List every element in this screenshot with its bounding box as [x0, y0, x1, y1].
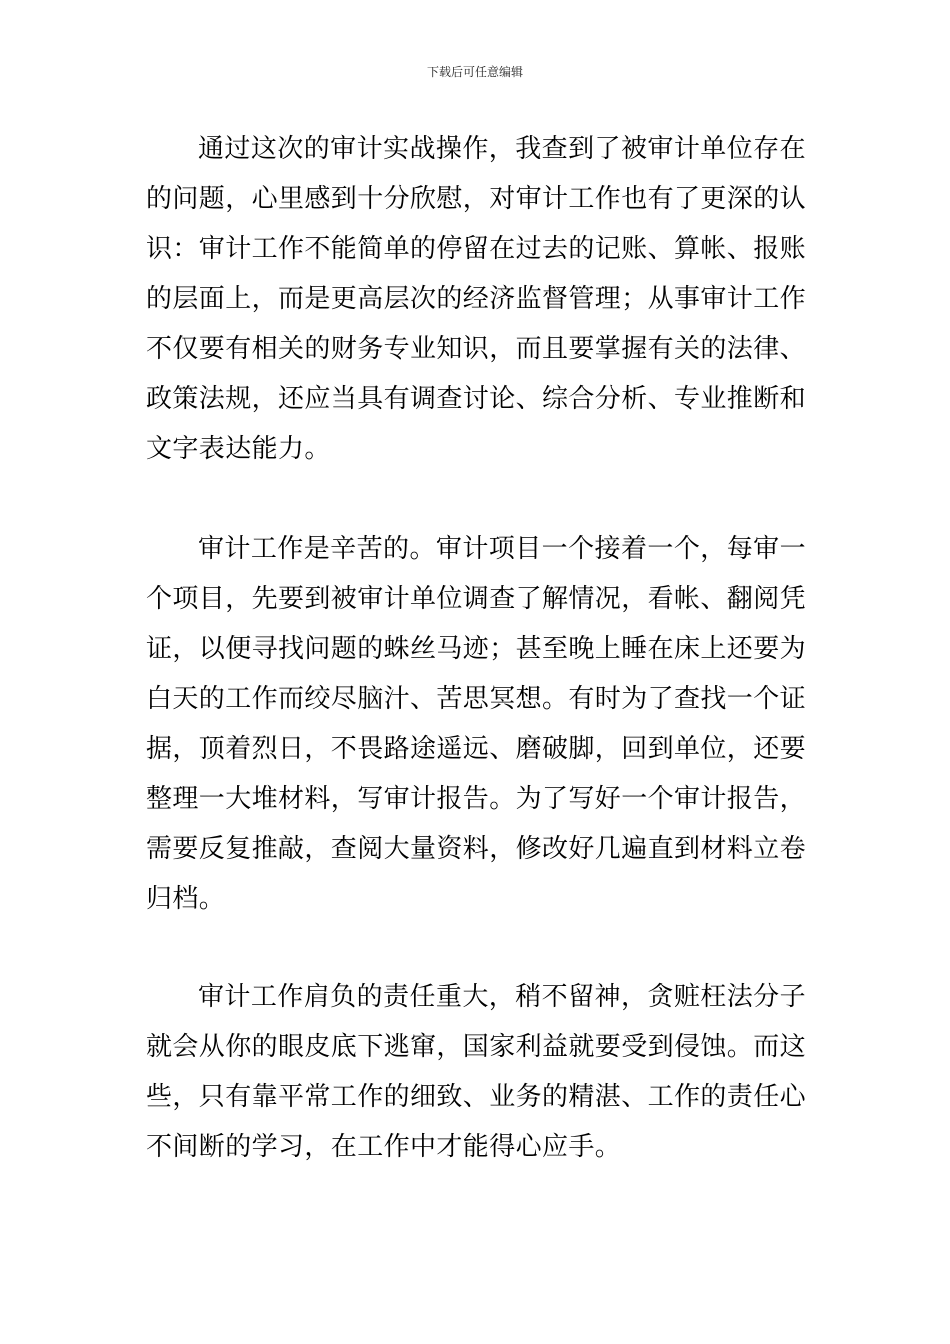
paragraph-1 [146, 124, 806, 474]
paragraph-2 [146, 524, 806, 924]
paragraph-3 [146, 972, 806, 1172]
paragraph-text: 审计工作是辛苦的。审计项目一个接着一个，每审一个项目，先要到被审计单位调查了解情况，看帐、翻阅凭证，以便寻找问题的蛛丝马迹；甚至晚上睡在床上还要为白天的工作而绞尽脑汁、苦思冥想。有时为了查找一个证据，顶着烈日，不畏路途遥远、磨破脚，回到单位，还要整理一大堆材料，写审计报告。为了写好一个审计报告，需要反复推敲，查阅大量资料，修改好几遍直到材料立卷归档。 [146, 534, 807, 914]
header-note: 下载后可任意编辑 [426, 65, 523, 79]
paragraph-text: 通过这次的审计实战操作，我查到了被审计单位存在的问题，心里感到十分欣慰，对审计工作也有了更深的认识：审计工作不能简单的停留在过去的记账、算帐、报账的层面上，而是更高层次的经济监督管理；从事审计工作不仅要有相关的财务专业知识，而且要掌握有关的法律、政策法规，还应当具有调查讨论、综合分析、专业推断和文字表达能力。 [146, 134, 807, 464]
paragraph-text: 审计工作肩负的责任重大，稍不留神，贪赃枉法分子就会从你的眼皮底下逃窜，国家利益就要受到侵蚀。而这些，只有靠平常工作的细致、业务的精湛、工作的责任心不间断的学习，在工作中才能得心应手。 [146, 982, 807, 1162]
